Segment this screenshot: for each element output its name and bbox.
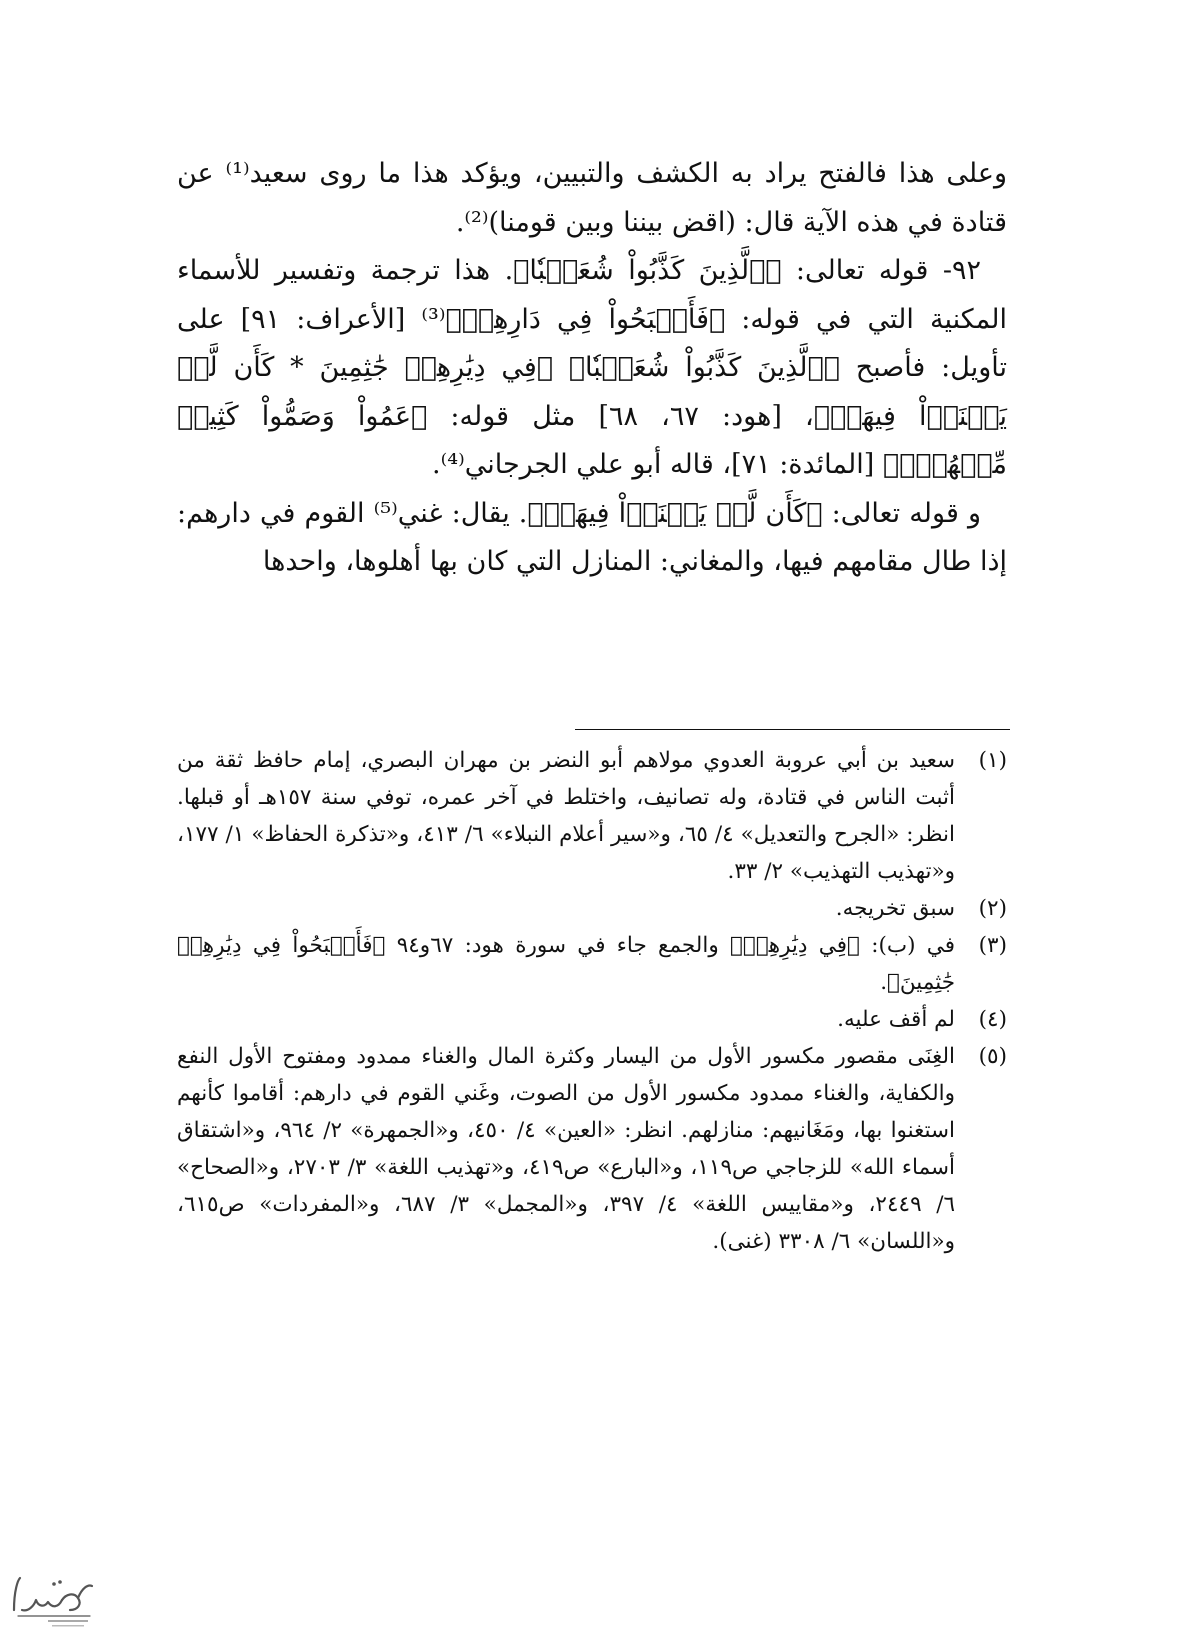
footnotes [177,742,1007,1260]
footnote-item [177,890,1007,927]
main-paragraph: و قوله تعالى: ﴿كَأَن لَّمۡ يَغۡنَوۡاْ فِيهَآۗ﴾. يقال: غني⁽⁵⁾ القوم في دارهم: إذا طال مقامهم فيها، والمغاني: المنازل التي كان بها أهلوها، واحدها [177,497,1007,577]
footnote-number: (١) [978,748,1007,773]
footnote-number: (٢) [978,896,1007,921]
main-paragraph: وعلى هذا فالفتح يراد به الكشف والتبيين، ويؤكد هذا ما روى سعيد⁽¹⁾ عن قتادة في هذه الآية قال: (اقض بيننا وبين قومنا)⁽²⁾. [177,158,1007,238]
footnote-item [177,742,1007,890]
footnote-text: سبق تخريجه. [835,896,955,921]
main-text [177,150,1007,587]
footnote-separator [575,729,1010,730]
footnote-text: سعيد بن أبي عروبة العدوي مولاهم أبو النضر بن مهران البصري، إمام حافظ ثقة من أثبت الناس في قتادة، وله تصانيف، واختلط في آخر عمره، توفي سنة ١٥٧هـ أو قبلها. انظر: «الجرح والتعديل» ٤/ ٦٥، و«سير أعلام النبلاء» ٦/ ٤١٣، و«تذكرة الحفاظ» ١/ ١٧٧، و«تهذيب التهذيب» ٢/ ٣٣. [177,748,956,884]
footnote-item [177,1001,1007,1038]
footnote-item [177,927,1007,1001]
footnote-number: (٣) [978,933,1007,958]
footnote-item [177,1038,1007,1260]
footnote-text: الغِنَى مقصور مكسور الأول من اليسار وكثرة المال والغناء ممدود ومفتوح الأول النفع والكفاية، والغناء ممدود مكسور الأول من الصوت، وغَني القوم في دارهم: أقاموا كأنهم استغنوا بها، ومَغَانيهم: منازلهم. انظر: «العين» ٤/ ٤٥٠، و«الجمهرة» ٢/ ٩٦٤، و«اشتقاق أسماء الله» للزجاجي ص١١٩، و«البارع» ص٤١٩، و«تهذيب اللغة» ٣/ ٢٧٠٣، و«الصحاح» ٦/ ٢٤٤٩، و«مقاييس اللغة» ٤/ ٣٩٧، و«المجمل» ٣/ ٦٨٧، و«المفردات» ص٦١٥، و«اللسان» ٦/ ٣٣٠٨ (غنى). [177,1044,956,1254]
footnote-number: (٤) [978,1007,1007,1032]
footnote-number: (٥) [978,1044,1007,1069]
footnote-text: في (ب): ﴿فِي دِيَٰرِهِمۡ﴾ والجمع جاء في سورة هود: ٦٧و٩٤ ﴿فَأَصۡبَحُواْ فِي دِيَٰرِهِمۡ جَٰثِمِينَ﴾. [177,933,955,995]
watermark-logo [8,1570,98,1632]
main-paragraph: ٩٢- قوله تعالى: ﴿ٱلَّذِينَ كَذَّبُواْ شُعَيۡبٗا﴾. هذا ترجمة وتفسير للأسماء المكنية التي في قوله: ﴿فَأَصۡبَحُواْ فِي دَارِهِمۡ﴾⁽³⁾ [الأعراف: ٩١] على تأويل: فأصبح ﴿ٱلَّذِينَ كَذَّبُواْ شُعَيۡبٗا﴾ ﴿فِي دِيَٰرِهِمۡ جَٰثِمِينَ * كَأَن لَّمۡ يَغۡنَوۡاْ فِيهَآۗ﴾، [هود: ٦٧، ٦٨] مثل قوله: ﴿عَمُواْ وَصَمُّواْ كَثِيرٞ مِّنۡهُمۡۚ﴾ [المائدة: ٧١]، قاله أبو علي الجرجاني⁽⁴⁾. [177,255,1008,480]
footnote-text: لم أقف عليه. [837,1007,955,1032]
